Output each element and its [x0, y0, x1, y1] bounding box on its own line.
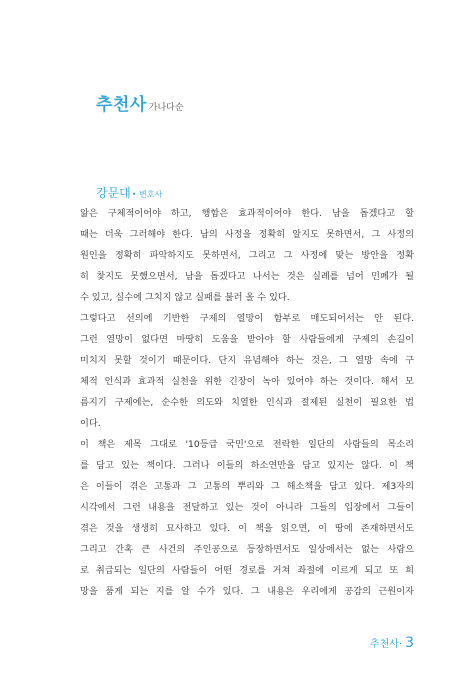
page-footer: [370, 632, 414, 651]
text-line: 름지기 구제에는, 순수한 의도와 치열한 인식과 절제된 실천이 필요한 법: [80, 397, 414, 408]
body-text: [80, 203, 414, 602]
author-role: • 변호사: [131, 190, 163, 199]
text-line: 망을 품게 되는 지를 알 수가 있다. 그 내용은 우리에게 공감의 근원이자: [80, 586, 414, 597]
text-line: 히 찾지도 못했으면서, 남을 돕겠다고 나서는 것은 실례를 넘어 민폐가 될: [80, 271, 414, 282]
section-title-main: 추천사: [96, 95, 147, 115]
text-line: 그리고 간혹 큰 사건의 주인공으로 등장하면서도 일상에서는 없는 사람으: [80, 544, 414, 555]
text-line: 겪은 것을 생생히 묘사하고 있다. 이 책을 읽으면, 이 땅에 존재하면서도: [80, 523, 414, 534]
text-line: 원인을 정확히 파악하지도 못하면서, 그리고 그 사정에 맞는 방안을 정확: [80, 250, 414, 261]
text-line: 그런 열망이 없다면 마땅히 도움을 받아야 할 사람들에게 구제의 손길이: [80, 334, 414, 345]
author-name: 강문대: [96, 186, 131, 200]
text-line: 앎은 구체적이어야 하고, 행함은 효과적이어야 한다. 남을 돕겠다고 할: [80, 208, 414, 219]
text-line: 은 이들이 겪은 고통과 그 고통의 뿌리와 그 해소책을 담고 있다. 제3자의: [80, 481, 414, 492]
text-line: 미치지 못할 것이기 때문이다. 단지 유념해야 하는 것은, 그 열망 속에 구: [80, 355, 414, 366]
text-line: 시각에서 그런 내용을 전달하고 있는 것이 아니라 그들의 입장에서 그들이: [80, 502, 414, 513]
author-byline: [96, 182, 162, 201]
text-line: 로 취급되는 일단의 사람들이 어떤 경로를 거쳐 좌절에 이르게 되고 또 희: [80, 565, 414, 576]
page-number: 3: [405, 635, 414, 651]
text-line: 수 있고, 실수에 그치지 않고 실패를 불러 올 수 있다.: [80, 292, 290, 303]
text-line: 이 책은 제목 그대로 '10등급 국민'으로 전락한 일단의 사람들의 목소리: [80, 439, 414, 450]
text-line: 때는 더욱 그러해야 한다. 남의 사정을 정확히 알지도 못하면서, 그 사정의: [80, 229, 414, 240]
footer-separator: ·: [398, 639, 403, 650]
section-title: [96, 90, 184, 115]
text-line: 그렇다고 선의에 기반한 구제의 열망이 함부로 매도되어서는 안 된다.: [80, 313, 414, 324]
section-title-subtitle: 가나다순: [148, 103, 184, 113]
text-line: 체적 인식과 효과적 실천을 위한 긴장이 녹아 있어야 하는 것이다. 해서 모: [80, 376, 414, 387]
text-line: 이다.: [80, 418, 101, 429]
footer-section-title: 추천사: [369, 639, 399, 650]
text-line: 를 담고 있는 책이다. 그러나 이들의 하소연만을 담고 있지는 않다. 이 책: [80, 460, 414, 471]
